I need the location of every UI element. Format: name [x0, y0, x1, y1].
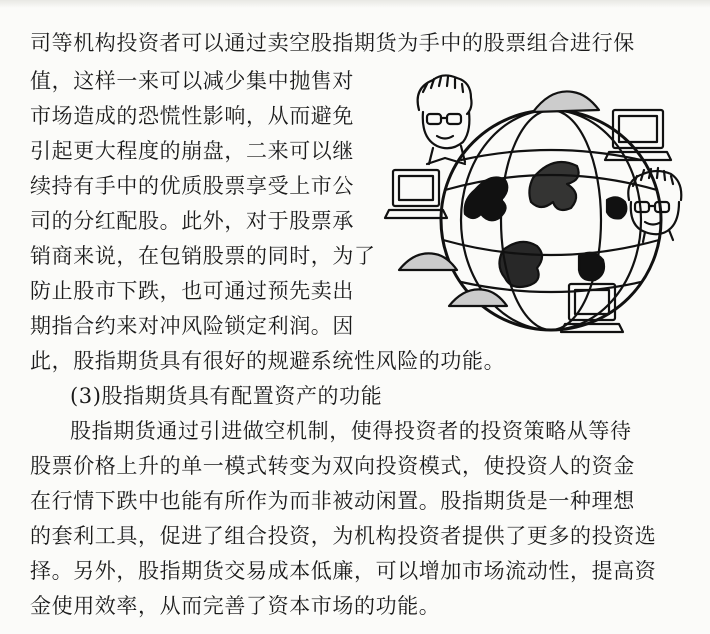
person-left-icon	[418, 75, 472, 164]
mound-bottom-icon	[449, 289, 507, 306]
para1-line-9: 期指合约来对冲风险锁定利润。因	[30, 314, 354, 338]
para1-line-8: 防止股市下跌，也可通过预先卖出	[30, 279, 354, 303]
computer-left-icon	[385, 170, 447, 218]
person-right-icon	[628, 168, 681, 242]
para2-line-6: 金使用效率，从而完善了资本市场的功能。	[30, 594, 441, 618]
computer-top-right-icon	[605, 110, 671, 160]
para2-line-4: 的套利工具，促进了组合投资，为机构投资者提供了更多的投资选	[30, 524, 657, 548]
globe-with-people-and-computers-icon	[383, 70, 703, 350]
section-heading: (3)股指期货具有配置资产的功能	[70, 384, 383, 408]
para1-line-6: 司的分红配股。此外，对于股票承	[30, 209, 354, 233]
para1-line-4: 引起更大程度的崩盘，二来可以继	[30, 139, 354, 163]
page-edge-shadow	[0, 0, 710, 8]
para2-line-2: 股票价格上升的单一模式转变为双向投资模式，使投资人的资金	[30, 454, 635, 478]
para2-line-1: 股指期货通过引进做空机制，使得投资者的投资策略从等待	[70, 419, 632, 443]
mound-top-icon	[533, 91, 599, 112]
para1-line-3: 市场造成的恐慌性影响，从而避免	[30, 104, 354, 128]
para2-line-3: 在行情下跌中也能有所作为而非被动闲置。股指期货是一种理想	[30, 489, 635, 513]
para1-line-2: 值，这样一来可以减少集中抛售对	[30, 69, 354, 93]
para1-line-7: 销商来说，在包销股票的同时，为了	[30, 244, 376, 268]
para1-line-5: 续持有手中的优质股票享受上市公	[30, 174, 354, 198]
para1-line-1: 司等机构投资者可以通过卖空股指期货为手中的股票组合进行保	[30, 31, 635, 55]
para1-line-10: 此，股指期货具有很好的规避系统性风险的功能。	[30, 349, 506, 373]
para2-line-5: 择。另外，股指期货交易成本低廉，可以增加市场流动性，提高资	[30, 559, 657, 583]
